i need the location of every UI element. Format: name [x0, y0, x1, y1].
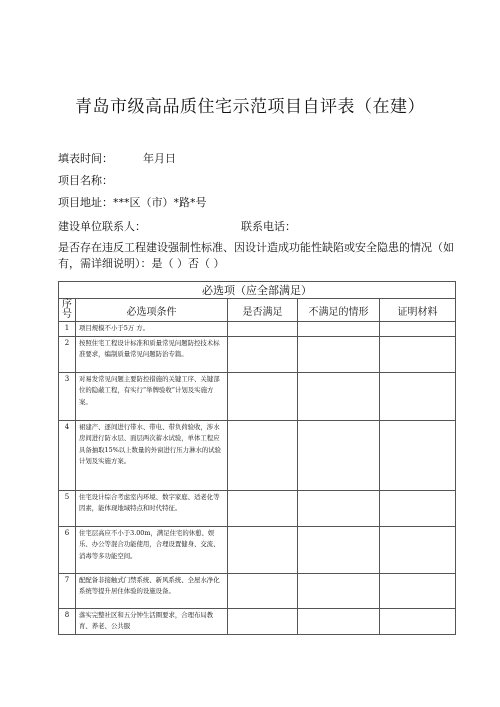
- proof-cell[interactable]: [380, 490, 456, 526]
- satisfied-cell[interactable]: [228, 526, 298, 573]
- unsatisfied-case-cell[interactable]: [298, 490, 380, 526]
- row-condition: 住宅层高应不小于3.00m，满足住宅的休憩、娱乐、办公等混合功能使用，合理设置健身、交流、消毒等多功能空间。: [76, 526, 228, 573]
- table-row: [59, 490, 456, 526]
- project-address: 项目地址：***区（市）*路*号: [58, 196, 207, 209]
- project-name-label: 项目名称：: [58, 174, 113, 187]
- unsatisfied-case-cell[interactable]: [298, 336, 380, 372]
- fill-time-value: 年月日: [143, 152, 176, 165]
- fill-time-label: 填表时间：: [58, 152, 113, 165]
- unsatisfied-case-cell[interactable]: [298, 322, 380, 337]
- satisfied-cell[interactable]: [228, 608, 298, 634]
- self-evaluation-table: [58, 281, 456, 635]
- proof-cell[interactable]: [380, 372, 456, 420]
- unsatisfied-case-cell[interactable]: [298, 372, 380, 420]
- row-condition: 项目规模不小于5万 方。: [76, 322, 228, 337]
- row-condition: 落实完整社区和五分钟生活圈要求，合理布局教育、养老、公共服: [76, 608, 228, 634]
- header-condition: 必选项条件: [76, 299, 228, 322]
- header-seq: 序号: [59, 299, 76, 322]
- violation-question: 是否存在违反工程建设强制性标准、因设计造成功能性缺陷或安全隐患的情况（如有，需详细说明）：是（ ）否（ ）: [58, 241, 454, 270]
- header-proof: 证明材料: [380, 299, 456, 322]
- table-row: [59, 322, 456, 337]
- proof-cell[interactable]: [380, 336, 456, 372]
- row-number: 6: [59, 526, 76, 573]
- phone-label: 联系电话：: [241, 220, 296, 233]
- satisfied-cell[interactable]: [228, 336, 298, 372]
- row-number: 1: [59, 322, 76, 337]
- row-number: 3: [59, 372, 76, 420]
- row-condition: 裙建产、逐间进行带水、带电、带负荷验收，涉水房间进行防水层、面层两次蓄水试验，单体工程应具备抽取15%以上数量的外窗进行压力淋水的试验计划及实施方案。: [76, 420, 228, 490]
- row-condition: 住宅设计综合考虑室内环境、数字家庭、适老化等因素，能体现地域特点和时代特征。: [76, 490, 228, 526]
- row-number: 2: [59, 336, 76, 372]
- proof-cell[interactable]: [380, 526, 456, 573]
- row-number: 5: [59, 490, 76, 526]
- unsatisfied-case-cell[interactable]: [298, 573, 380, 608]
- satisfied-cell[interactable]: [228, 372, 298, 420]
- header-unsatisfied-case: 不满足的情形: [298, 299, 380, 322]
- table-row: [59, 336, 456, 372]
- page-title: 青岛市级高品质住宅示范项目自评表（在建）: [75, 97, 425, 117]
- proof-cell[interactable]: [380, 573, 456, 608]
- table-row: [59, 372, 456, 420]
- table-caption: 必选项（应全部满足）: [59, 282, 456, 299]
- row-condition: 配配备非接触式门禁系统、新风系统、全屋水净化系统等提升居住体验的设施设备。: [76, 573, 228, 608]
- proof-cell[interactable]: [380, 420, 456, 490]
- proof-cell[interactable]: [380, 322, 456, 337]
- row-condition: 对易发常见问题主要防控措施的关键工序、关键部位的隐蔽工程，有实行“举牌验收”计划及实施方案。: [76, 372, 228, 420]
- fill-time-line: [58, 150, 176, 166]
- table-row: [59, 573, 456, 608]
- table-row: [59, 526, 456, 573]
- row-number: 8: [59, 608, 76, 634]
- satisfied-cell[interactable]: [228, 420, 298, 490]
- proof-cell[interactable]: [380, 608, 456, 634]
- row-number: 7: [59, 573, 76, 608]
- table-row: [59, 420, 456, 490]
- unsatisfied-case-cell[interactable]: [298, 420, 380, 490]
- header-satisfied: 是否满足: [228, 299, 298, 322]
- unsatisfied-case-cell[interactable]: [298, 608, 380, 634]
- satisfied-cell[interactable]: [228, 573, 298, 608]
- satisfied-cell[interactable]: [228, 490, 298, 526]
- row-number: 4: [59, 420, 76, 490]
- satisfied-cell[interactable]: [228, 322, 298, 337]
- row-condition: 按照住宅工程设计标准和质量常见问题防控技术标准要求，编制质量常见问题防治专篇。: [76, 336, 228, 372]
- contact-person-label: 建设单位联系人：: [58, 220, 146, 233]
- unsatisfied-case-cell[interactable]: [298, 526, 380, 573]
- table-row: [59, 608, 456, 634]
